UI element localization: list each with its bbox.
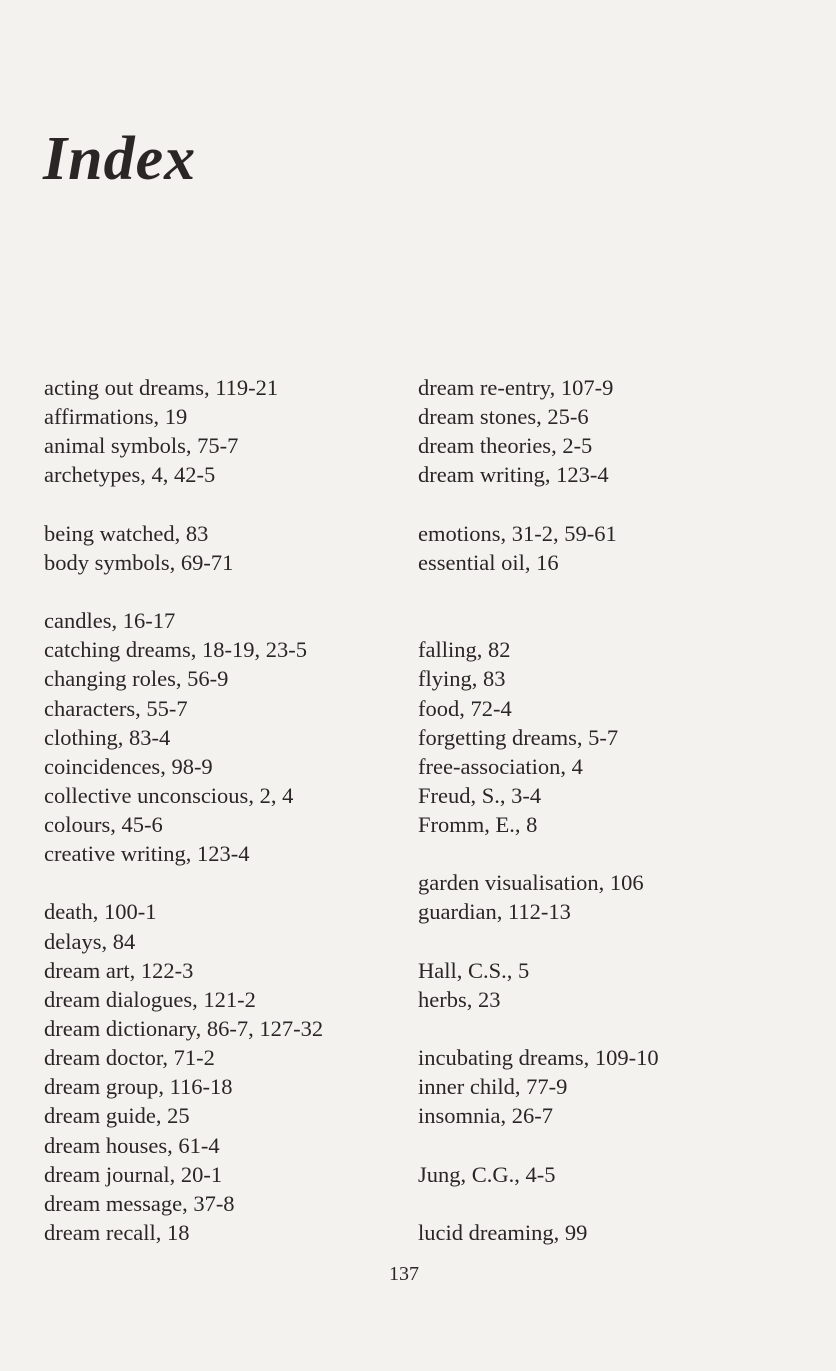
index-entry: acting out dreams, 119-21 <box>44 375 279 400</box>
index-entry: dream message, 37-8 <box>44 1190 235 1216</box>
index-entry: changing roles, 56-9 <box>44 666 229 692</box>
index-entry: insomnia, 26-7 <box>418 1103 553 1129</box>
index-entry: dream re-entry, 107-9 <box>418 375 614 400</box>
index-letter-group <box>44 606 323 868</box>
index-letter-group <box>418 1043 659 1130</box>
index-entry: garden visualisation, 106 <box>418 870 644 896</box>
index-entry: dream group, 116-18 <box>44 1074 233 1100</box>
index-letter-group <box>418 956 659 1014</box>
index-entry: dream dictionary, 86-7, 127-32 <box>44 1016 324 1042</box>
index-entry: falling, 82 <box>418 637 511 663</box>
index-entry: Hall, C.S., 5 <box>418 957 530 983</box>
index-entry: essential oil, 16 <box>418 549 559 575</box>
index-entry: dream stones, 25-6 <box>418 404 589 430</box>
index-entry: Fromm, E., 8 <box>418 812 538 838</box>
index-entry: Freud, S., 3-4 <box>418 782 542 808</box>
index-letter-group <box>418 373 659 490</box>
index-column-left <box>44 373 323 1276</box>
index-entry: inner child, 77-9 <box>418 1074 568 1100</box>
index-letter-group <box>44 519 323 577</box>
index-letter-group <box>418 1218 659 1247</box>
index-column-right <box>418 373 659 1276</box>
index-letter-group <box>418 519 659 577</box>
index-entry: archetypes, 4, 42-5 <box>44 462 216 488</box>
index-entry: Jung, C.G., 4-5 <box>418 1161 556 1187</box>
index-letter-group <box>418 868 659 926</box>
index-entry: dream recall, 18 <box>44 1220 190 1246</box>
page-number: 137 <box>389 1263 419 1285</box>
index-entry: dream guide, 25 <box>44 1103 190 1129</box>
index-entry: dream journal, 20-1 <box>44 1161 223 1187</box>
index-entry: guardian, 112-13 <box>418 899 571 925</box>
index-entry: colours, 45-6 <box>44 812 163 838</box>
index-letter-group <box>44 373 323 490</box>
index-entry: being watched, 83 <box>44 520 209 546</box>
index-entry: incubating dreams, 109-10 <box>418 1045 659 1071</box>
index-entry: delays, 84 <box>44 928 136 954</box>
index-entry: food, 72-4 <box>418 695 512 721</box>
index-letter-group <box>418 1160 659 1189</box>
index-entry: death, 100-1 <box>44 899 157 925</box>
index-entry: candles, 16-17 <box>44 608 176 634</box>
index-entry: dream theories, 2-5 <box>418 433 593 459</box>
index-entry: catching dreams, 18-19, 23-5 <box>44 637 308 663</box>
index-entry: animal symbols, 75-7 <box>44 433 239 459</box>
index-entry: clothing, 83-4 <box>44 724 171 750</box>
index-entry: creative writing, 123-4 <box>44 841 250 867</box>
index-entry: dream writing, 123-4 <box>418 462 609 488</box>
index-entry: dream art, 122-3 <box>44 957 194 983</box>
index-entry: flying, 83 <box>418 666 506 692</box>
index-entry: forgetting dreams, 5-7 <box>418 724 619 750</box>
index-entry: dream dialogues, 121-2 <box>44 986 256 1012</box>
index-entry: coincidences, 98-9 <box>44 753 213 779</box>
index-entry: dream doctor, 71-2 <box>44 1045 215 1071</box>
index-entry: collective unconscious, 2, 4 <box>44 782 294 808</box>
index-entry: herbs, 23 <box>418 986 501 1012</box>
index-entry: characters, 55-7 <box>44 695 188 721</box>
index-entry: free-association, 4 <box>418 753 583 779</box>
index-entry: dream houses, 61-4 <box>44 1132 220 1158</box>
index-entry: body symbols, 69-71 <box>44 549 234 575</box>
index-entry: lucid dreaming, 99 <box>418 1219 588 1245</box>
page-title: Index <box>43 125 197 193</box>
index-letter-group <box>44 897 323 1247</box>
index-entry: emotions, 31-2, 59-61 <box>418 520 617 546</box>
index-letter-group <box>418 635 659 839</box>
index-entry: affirmations, 19 <box>44 404 188 430</box>
